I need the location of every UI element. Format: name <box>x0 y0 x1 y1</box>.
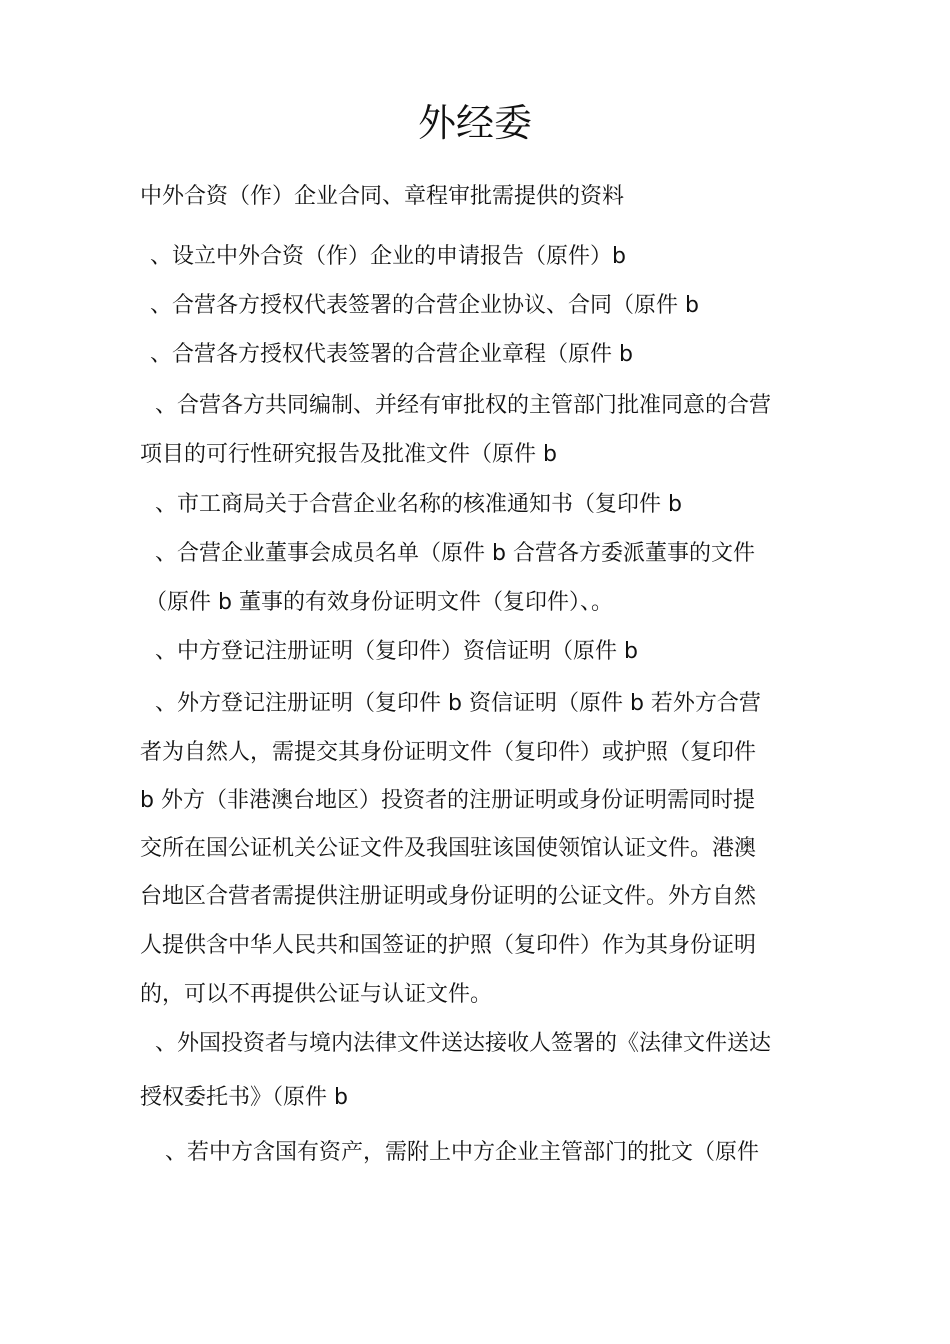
text-line: 、合营各方授权代表签署的合营企业协议、合同（原件 b <box>150 293 699 318</box>
text-line: 授权委托书》（原件 b <box>140 1085 348 1110</box>
document-title: 外经委 <box>417 101 532 145</box>
text-line: 、外方登记注册证明（复印件 b 资信证明（原件 b 若外方合营 <box>155 691 761 716</box>
text-line: 、合营各方授权代表签署的合营企业章程（原件 b <box>150 342 633 367</box>
text-line: 、外国投资者与境内法律文件送达接收人签署的《法律文件送达 <box>155 1031 772 1056</box>
text-line: 、合营企业董事会成员名单（原件 b 合营各方委派董事的文件 <box>155 541 755 566</box>
text-line: 、中方登记注册证明（复印件）资信证明（原件 b <box>155 639 638 664</box>
text-line: 的，可以不再提供公证与认证文件。 <box>140 982 493 1007</box>
text-line: 人提供含中华人民共和国签证的护照（复印件）作为其身份证明 <box>140 933 757 958</box>
text-line: 者为自然人，需提交其身份证明文件（复印件）或护照（复印件 <box>140 740 757 765</box>
text-line: 、设立中外合资（作）企业的申请报告（原件）b <box>150 244 626 269</box>
text-line: 、合营各方共同编制、并经有审批权的主管部门批准同意的合营 <box>155 393 772 418</box>
text-line: 交所在国公证机关公证文件及我国驻该国使领馆认证文件。港澳 <box>140 836 757 861</box>
text-line: 项目的可行性研究报告及批准文件（原件 b <box>140 442 557 467</box>
document-subtitle: 中外合资（作）企业合同、章程审批需提供的资料 <box>140 184 625 209</box>
text-line: 、市工商局关于合营企业名称的核准通知书（复印件 b <box>155 492 682 517</box>
text-line: （原件 b 董事的有效身份证明文件（复印件）、。 <box>145 590 613 615</box>
text-line: b 外方（非港澳台地区）投资者的注册证明或身份证明需同时提 <box>140 788 755 813</box>
text-line: 、若中方含国有资产，需附上中方企业主管部门的批文（原件 <box>165 1140 760 1165</box>
text-line: 台地区合营者需提供注册证明或身份证明的公证文件。外方自然 <box>140 884 757 909</box>
